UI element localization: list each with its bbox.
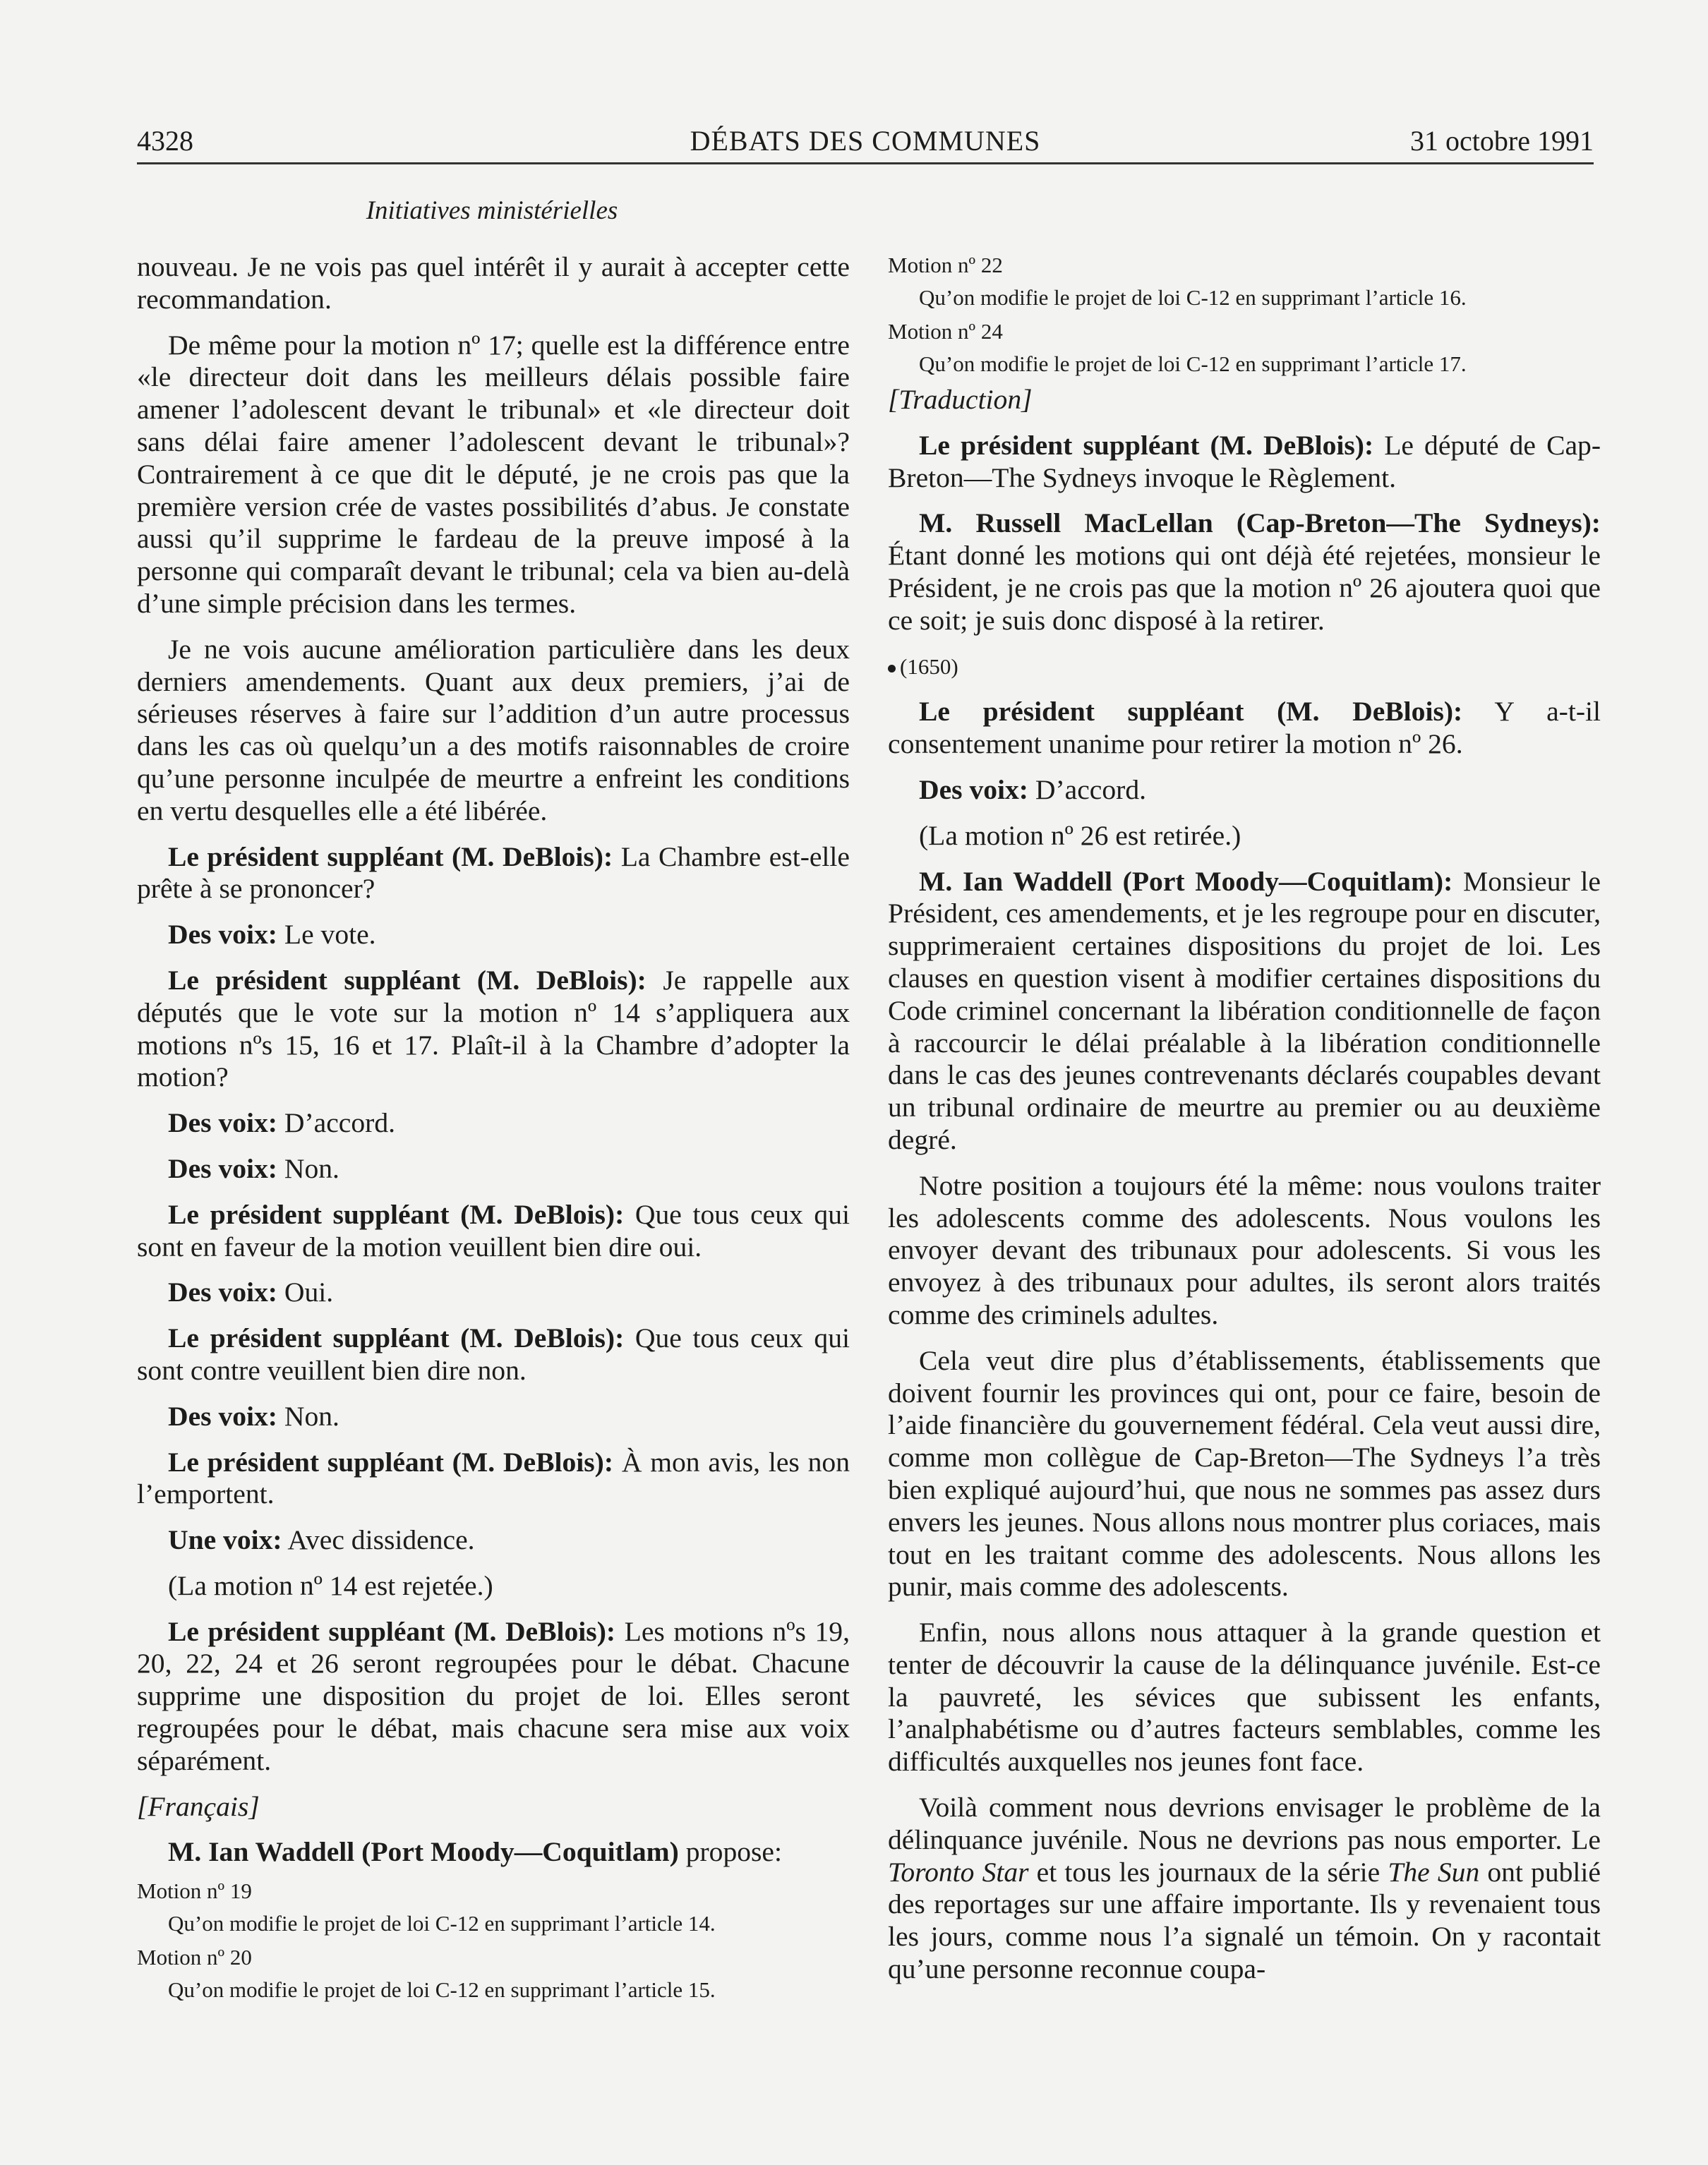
speech xyxy=(888,866,1601,1157)
timestamp-text: (1650) xyxy=(900,653,958,679)
paragraph: De même pour la motion nº 17; quelle est la différence entre «le directeur doit dans les meilleurs délais possible faire amener l’adolescent devant le tribunal» et «le directeur doit sans délai faire amener l’adolescent devant le tribunal»? Contrairement à ce que dit le député, je ne crois pas que la première version crée de vastes possibilités d’abus. Je constate aussi qu’il supprime le fardeau de la preuve imposé à la personne qui comparaît devant le tribunal; cela va bien au-delà d’une simple précision dans les termes. xyxy=(137,329,850,619)
speaker-name: Le président suppléant (M. DeBlois): xyxy=(168,1198,625,1230)
paragraph: Notre position a toujours été la même: nous voulons traiter les adolescents comme des adolescents. Nous voulons les envoyer devant des tribunaux pour adolescents. Si vous les envoyez à des tribunaux pour adultes, ils seront alors traités comme des criminels adultes. xyxy=(888,1169,1601,1330)
paragraph xyxy=(888,1792,1601,1986)
speech-text: Avec dissidence. xyxy=(282,1524,475,1556)
speech-text: La Chambre est-elle prête à se prononcer? xyxy=(137,840,850,905)
speech xyxy=(137,1277,850,1309)
speech xyxy=(137,919,850,951)
speaker-name: M. Russell MacLellan (Cap-Breton—The Sydneys): xyxy=(919,507,1601,539)
speaker-name: Une voix: xyxy=(168,1524,282,1556)
paragraph: Enfin, nous allons nous attaquer à la grande question et tenter de découvrir la cause de la délinquance juvénile. Est-ce la pauvreté, les sévices que subissent les enfants, l’analphabétisme ou d’autres facteurs semblables, comme les difficultés auxquelles nos jeunes font face. xyxy=(888,1617,1601,1778)
speech xyxy=(137,1524,850,1557)
speech-text: Les motions nºs 19, 20, 22, 24 et 26 seront regroupées pour le débat. Chacune supprime une disposition du projet de loi. Elles seront regroupées pour le débat, mais chacune sera mise aux voix séparément. xyxy=(137,1615,850,1776)
issue-date: 31 octobre 1991 xyxy=(1410,125,1594,157)
speech-text: Que tous ceux qui sont contre veuillent bien dire non. xyxy=(137,1322,850,1386)
language-marker: [Français] xyxy=(137,1790,260,1822)
motion-text: Qu’on modifie le projet de loi C-12 en supprimant l’article 17. xyxy=(919,351,1467,376)
speech xyxy=(888,696,1601,761)
speech xyxy=(137,841,850,906)
speaker-name: M. Ian Waddell (Port Moody—Coquitlam): xyxy=(919,865,1453,897)
speaker-name: Le président suppléant (M. DeBlois): xyxy=(168,1615,616,1647)
motion-label: Motion nº 19 xyxy=(137,1878,252,1904)
speech xyxy=(888,774,1601,807)
speech xyxy=(137,1153,850,1186)
speaker-name: Des voix: xyxy=(168,1152,277,1184)
newspaper-name: Toronto Star xyxy=(888,1856,1029,1888)
speaker-name: Des voix: xyxy=(168,1277,277,1308)
language-marker: [Traduction] xyxy=(888,384,1033,415)
speaker-name: Le président suppléant (M. DeBlois): xyxy=(168,964,646,996)
speaker-name: Le président suppléant (M. DeBlois): xyxy=(919,696,1463,728)
speaker-name: Le président suppléant (M. DeBlois): xyxy=(168,840,613,872)
speech-text: Que tous ceux qui sont en faveur de la motion veuillent bien dire oui. xyxy=(137,1198,850,1262)
speech-text: Le député de Cap-Breton—The Sydneys invoque le Règlement. xyxy=(888,429,1601,493)
speaker-name: Des voix: xyxy=(919,773,1028,805)
paragraph-text: ont publié des reportages sur une affaire importante. Ils y revenaient tous les jours, comme nous l’a signalé un témoin. On y racontait qu’une personne reconnue coupa- xyxy=(888,1856,1601,1985)
speech-text: Non. xyxy=(277,1152,339,1184)
motion-label: Motion nº 20 xyxy=(137,1945,252,1970)
speech xyxy=(888,430,1601,495)
speaker-name: Le président suppléant (M. DeBlois): xyxy=(168,1446,614,1478)
speech xyxy=(137,965,850,1094)
paragraph: Je ne vois aucune amélioration particulière dans les deux derniers amendements. Quant aux deux premiers, j’ai de sérieuses réserves à faire sur l’addition d’un autre processus dans les cas où quelqu’un a des motifs raisonnables de croire qu’une personne inculpée de meurtre a enfreint les conditions en vertu desquelles elle a été libérée. xyxy=(137,633,850,826)
timestamp xyxy=(888,651,1601,683)
left-column xyxy=(137,251,850,2010)
right-column xyxy=(888,248,1601,1999)
speaker-name: Des voix: xyxy=(168,919,277,951)
speech-text: Non. xyxy=(277,1400,339,1432)
section-title: Initiatives ministérielles xyxy=(366,196,618,225)
speech-text: Y a-t-il consentement unanime pour retirer la motion nº 26. xyxy=(888,696,1601,760)
paragraph: nouveau. Je ne vois pas quel intérêt il y aurait à accepter cette recommandation. xyxy=(137,251,850,315)
speech xyxy=(137,1107,850,1140)
motion-label: Motion nº 22 xyxy=(888,253,1003,277)
speaker-name: Le président suppléant (M. DeBlois): xyxy=(919,429,1374,461)
speech xyxy=(137,1401,850,1433)
speech-text: propose: xyxy=(678,1836,782,1868)
speech-text: D’accord. xyxy=(277,1107,396,1139)
motion-text: Qu’on modifie le projet de loi C-12 en supprimant l’article 16. xyxy=(919,285,1467,310)
paragraph-text: Voilà comment nous devrions envisager le problème de la délinquance juvénile. Nous ne devrions pas nous emporter. Le xyxy=(888,1792,1601,1855)
procedural-note: (La motion nº 14 est rejetée.) xyxy=(168,1569,493,1601)
bullet-icon xyxy=(888,665,896,673)
speech-text: Oui. xyxy=(277,1277,334,1308)
paragraph-text: et tous les journaux de la série xyxy=(1028,1856,1388,1888)
speech xyxy=(137,1836,850,1869)
motion-text: Qu’on modifie le projet de loi C-12 en supprimant l’article 15. xyxy=(168,1977,716,2003)
speech-text: Étant donné les motions qui ont déjà été rejetées, monsieur le Président, je ne crois pas que la motion nº 26 ajoutera quoi que ce soit; je suis donc disposé à la retirer. xyxy=(888,540,1601,636)
motion-label: Motion nº 24 xyxy=(888,319,1003,344)
running-header xyxy=(137,119,1594,164)
newspaper-name: The Sun xyxy=(1388,1856,1480,1888)
speech-text: Le vote. xyxy=(277,919,376,951)
paragraph: Cela veut dire plus d’établissements, établissements que doivent fournir les provinces qui ont, pour ce faire, besoin de l’aide financière du gouvernement fédéral. Cela veut aussi dire, comme mon collègue de Cap-Breton—The Sydneys l’a très bien expliqué aujourd’hui, que nous ne sommes pas assez durs envers les jeunes. Nous allons nous montrer plus coriaces, mais tout en les traitant comme des adolescents. Nous allons les punir, mais comme des adolescents. xyxy=(888,1344,1601,1603)
speaker-name: Des voix: xyxy=(168,1107,277,1139)
speech-text: Monsieur le Président, ces amendements, et je les regroupe pour en discuter, supprimeraient certaines dispositions du projet de loi. Les clauses en question visent à modifier certaines dispositions du Code criminel concernant la libération conditionnelle de façon à raccourcir le délai préalable à la libération conditionnelle dans le cas des jeunes contrevenants déclarés coupables devant un tribunal ordinaire de meurtre au premier ou au deuxième degré. xyxy=(888,865,1601,1155)
speech xyxy=(137,1199,850,1264)
speaker-name: Des voix: xyxy=(168,1400,277,1432)
speech-text: Je rappelle aux députés que le vote sur la motion nº 14 s’appliquera aux motions nºs 15, 16 et 17. Plaît-il à la Chambre d’adopter la motion? xyxy=(137,964,850,1093)
publication-title: DÉBATS DES COMMUNES xyxy=(690,125,1041,157)
speaker-name: M. Ian Waddell (Port Moody—Coquitlam) xyxy=(168,1836,679,1868)
speech-text: À mon avis, les non l’emportent. xyxy=(137,1446,850,1510)
speech xyxy=(137,1447,850,1512)
speech xyxy=(137,1616,850,1778)
speaker-name: Le président suppléant (M. DeBlois): xyxy=(168,1322,625,1354)
motion-text: Qu’on modifie le projet de loi C-12 en supprimant l’article 14. xyxy=(168,1911,716,1936)
procedural-note: (La motion nº 26 est retirée.) xyxy=(919,819,1241,851)
speech xyxy=(888,507,1601,637)
speech-text: D’accord. xyxy=(1028,773,1147,805)
speech xyxy=(137,1322,850,1387)
page-number: 4328 xyxy=(137,125,193,157)
